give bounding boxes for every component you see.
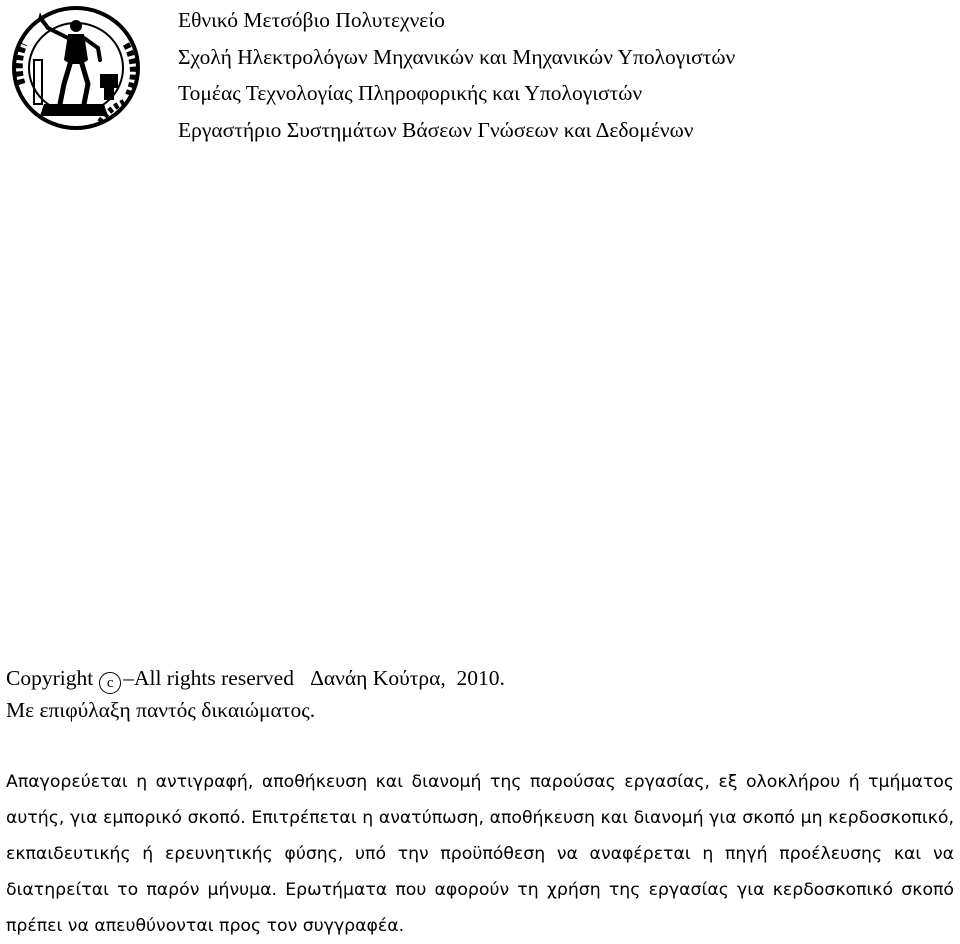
university-name: Εθνικό Μετσόβιο Πολυτεχνείο bbox=[178, 8, 445, 32]
institution-header bbox=[178, 2, 735, 148]
lab-name: Εργαστήριο Συστημάτων Βάσεων Γνώσεων και Δεδομένων bbox=[178, 117, 694, 142]
copyright-line bbox=[6, 662, 505, 694]
copyright-year: 2010. bbox=[456, 666, 505, 690]
seal-graphic bbox=[4, 4, 154, 138]
copyright-rights: –All rights reserved bbox=[123, 666, 294, 690]
division-name: Τομέας Τεχνολογίας Πληροφορικής και Υπολογιστών bbox=[178, 81, 643, 105]
rights-reserved-greek: Με επιφύλαξη παντός δικαιώματος. bbox=[6, 698, 316, 722]
copyright-author: Δανάη Κούτρα, bbox=[310, 666, 446, 690]
school-name: Σχολή Ηλεκτρολόγων Μηχανικών και Μηχανικών Υπολογιστών bbox=[178, 44, 736, 69]
copyright-prefix: Copyright bbox=[6, 666, 94, 690]
usage-notice: Απαγορεύεται η αντιγραφή, αποθήκευση και διανομή της παρούσας εργασίας, εξ ολοκλήρου ή τμήματος αυτής, για εμπορικό σκοπό. Επιτρέπεται η ανατύπωση, αποθήκευση και διανομή για σκοπό μη κερδοσκοπικό, εκπαιδευτικής ή ερευνητικής φύσης, υπό την προϋπόθεση να αναφέρεται η πηγή προέλευσης και να διατηρείται το παρόν μήνυμα. Ερωτήματα που αφορούν τη χρήση της εργασίας για κερδοσκοπικό σκοπό πρέπει να απευθύνονται προς τον συγγραφέα. bbox=[6, 772, 954, 936]
ntua-prometheus-seal-icon bbox=[4, 4, 154, 138]
copyright-icon: c bbox=[99, 672, 121, 694]
copyright-block bbox=[6, 662, 505, 726]
